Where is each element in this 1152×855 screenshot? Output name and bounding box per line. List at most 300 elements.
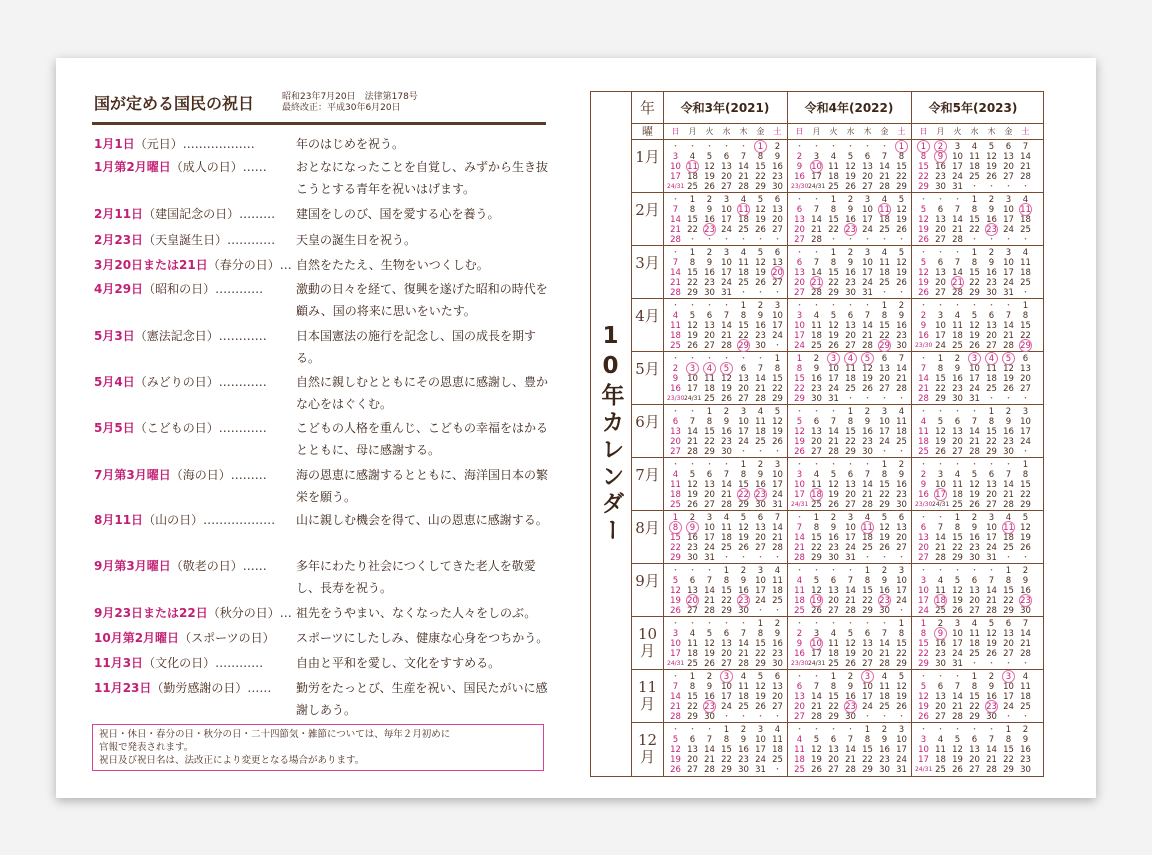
- calendar-day: 21: [670, 278, 681, 288]
- calendar-day: 5: [757, 672, 764, 682]
- calendar-day: 15: [811, 533, 822, 543]
- calendar-day: 25: [1020, 225, 1031, 235]
- calendar-day: 1: [689, 672, 696, 682]
- calendar-day: 5: [740, 513, 747, 523]
- calendar-day: 10: [721, 258, 732, 268]
- weekday-header: 月: [688, 126, 697, 136]
- calendar-day: ・: [897, 606, 906, 616]
- holiday-label: （憲法記念日）: [134, 329, 219, 343]
- calendar-day: 22: [969, 225, 980, 235]
- calendar-day: 24: [721, 278, 732, 288]
- calendar-day: 28: [952, 712, 963, 722]
- month-label: 3月: [635, 254, 660, 272]
- calendar-day: 20: [794, 702, 805, 712]
- calendar-day: ・: [919, 354, 928, 364]
- calendar-day: 16: [704, 268, 715, 278]
- calendar-day: 28: [918, 394, 929, 404]
- calendar-day: 7: [954, 258, 961, 268]
- calendar-day: 27: [721, 659, 732, 669]
- weekday-header: 金: [756, 126, 765, 136]
- calendar-day: 11: [738, 682, 749, 692]
- calendar-day: 2: [672, 364, 679, 374]
- holiday-dots: …………: [218, 329, 267, 343]
- calendar-day: 13: [772, 258, 783, 268]
- calendar-day: 9: [706, 682, 713, 692]
- calendar-day: 12: [918, 268, 929, 278]
- calendar-day: 28: [1003, 341, 1014, 351]
- calendar-day: 24: [1003, 225, 1014, 235]
- calendar-day: 12: [969, 321, 980, 331]
- calendar-day: 3: [920, 576, 927, 586]
- calendar-day: 2: [1022, 725, 1029, 735]
- calendar-day: 19: [862, 374, 873, 384]
- calendar-day: 2: [847, 195, 854, 205]
- calendar-day: 10: [772, 311, 783, 321]
- calendar-day: 6: [920, 523, 927, 533]
- calendar-day: 13: [845, 321, 856, 331]
- calendar-day: 15: [918, 639, 929, 649]
- calendar-day: 3: [1005, 248, 1012, 258]
- calendar-day: 3: [847, 513, 854, 523]
- calendar-day: 15: [755, 162, 766, 172]
- calendar-day: 29: [721, 765, 732, 775]
- calendar-day: ・: [722, 142, 731, 152]
- holiday-date: 7月第3月曜日: [94, 468, 171, 482]
- calendar-day: 21: [1003, 331, 1014, 341]
- calendar-day: 23: [952, 384, 963, 394]
- calendar-day: 9: [757, 311, 764, 321]
- calendar-day: 23: [752, 489, 769, 501]
- calendar-day: 30: [704, 288, 715, 298]
- holiday-description: 自然に親しむとともにその恩恵に感謝し、豊かな心をはぐくむ。: [296, 375, 549, 411]
- holiday-date: 2月23日: [94, 233, 144, 247]
- calendar-day: 18: [932, 595, 949, 607]
- calendar-day: ・: [919, 566, 928, 576]
- calendar-day: 16: [687, 533, 698, 543]
- calendar-day: ・: [987, 460, 996, 470]
- calendar-day: 29: [918, 659, 929, 669]
- calendar-day: 13: [1003, 629, 1014, 639]
- calendar-day: 4: [796, 735, 803, 745]
- calendar-day: ・: [936, 725, 945, 735]
- calendar-day: ・: [987, 659, 996, 669]
- month-label: 5月: [635, 360, 660, 378]
- calendar-day: 20: [918, 543, 929, 553]
- calendar-day: 24: [935, 341, 946, 351]
- calendar-day: 4: [774, 725, 781, 735]
- calendar-day: 25: [687, 182, 698, 192]
- calendar-day: 3: [684, 363, 701, 375]
- calendar-day: 18: [772, 745, 783, 755]
- calendar-day: 29: [755, 659, 766, 669]
- calendar-day: 9: [796, 162, 803, 172]
- calendar-day: 18: [738, 268, 749, 278]
- calendar-day: 22: [687, 225, 698, 235]
- calendar-day: 18: [896, 427, 907, 437]
- calendar-day: 19: [755, 692, 766, 702]
- calendar-day: 19: [952, 755, 963, 765]
- holidays-law-note: [282, 92, 418, 114]
- calendar-day: 2: [813, 354, 820, 364]
- calendar-day: 11: [738, 258, 749, 268]
- calendar-day: 1: [830, 195, 837, 205]
- calendar-day: 5: [1000, 353, 1017, 365]
- calendar-day: 15: [738, 321, 749, 331]
- holiday-dots: …………: [218, 421, 267, 435]
- calendar-day: 18: [952, 331, 963, 341]
- calendar-day: 14: [704, 745, 715, 755]
- calendar-day: 5: [706, 629, 713, 639]
- grid-vertical-line: [911, 92, 912, 776]
- calendar-day: 4: [842, 353, 859, 365]
- calendar-day: 7: [954, 682, 961, 692]
- calendar-day: 3: [796, 311, 803, 321]
- holidays-title-rule: [92, 122, 546, 125]
- calendar-day: 16: [755, 480, 766, 490]
- calendar-day: 21: [808, 277, 825, 289]
- calendar-day: 31: [755, 765, 766, 775]
- calendar-day: 30: [755, 500, 766, 510]
- calendar-day: 25: [1020, 702, 1031, 712]
- calendar-day: 27: [862, 659, 873, 669]
- calendar-day: 7: [723, 311, 730, 321]
- holiday-description: スポーツにしたしみ、健康な心身をつちかう。: [296, 631, 549, 645]
- calendar-day: ・: [795, 407, 804, 417]
- calendar-day: 20: [879, 374, 890, 384]
- calendar-day: 27: [969, 606, 980, 616]
- calendar-day: 31: [896, 765, 907, 775]
- calendar-day: 9: [932, 151, 949, 163]
- calendar-day: 24: [721, 702, 732, 712]
- calendar-day: 16: [721, 427, 732, 437]
- holiday-date: 5月4日: [94, 375, 135, 389]
- calendar-day: 16: [879, 586, 890, 596]
- calendar-day: 25: [772, 596, 783, 606]
- calendar-day: 16: [738, 745, 749, 755]
- weekday-header: 土: [773, 126, 782, 136]
- calendar-day: 9: [740, 576, 747, 586]
- calendar-day: 21: [845, 596, 856, 606]
- calendar-day: 1: [757, 619, 764, 629]
- calendar-day: 2: [757, 301, 764, 311]
- calendar-day: 30: [935, 182, 946, 192]
- calendar-day: 14: [1020, 152, 1031, 162]
- calendar-day: 28: [811, 288, 822, 298]
- calendar-day: 8: [723, 576, 730, 586]
- calendar-day: 9: [847, 682, 854, 692]
- calendar-day: 7: [813, 205, 820, 215]
- calendar-day: 4: [740, 248, 747, 258]
- weekday-header: 木: [739, 126, 748, 136]
- calendar-day: ・: [773, 288, 782, 298]
- calendar-day: 26: [738, 543, 749, 553]
- calendar-day: 16: [969, 533, 980, 543]
- calendar-day: ・: [829, 566, 838, 576]
- calendar-day: 24/31: [667, 660, 685, 667]
- calendar-day: 17: [918, 596, 929, 606]
- calendar-day: 12: [687, 321, 698, 331]
- calendar-day: 6: [864, 152, 871, 162]
- calendar-day: 28: [862, 500, 873, 510]
- calendar-day: ・: [846, 566, 855, 576]
- calendar-day: 6: [689, 576, 696, 586]
- calendar-day: 1: [723, 725, 730, 735]
- calendar-day: 1: [740, 460, 747, 470]
- calendar-day: 27: [862, 182, 873, 192]
- calendar-day: 27: [935, 288, 946, 298]
- calendar-day: ・: [880, 288, 889, 298]
- calendar-day: 9: [706, 205, 713, 215]
- calendar-day: 11: [859, 522, 876, 534]
- calendar-day: 21: [862, 490, 873, 500]
- year-header: 令和5年(2023): [928, 101, 1018, 115]
- calendar-day: 25: [811, 500, 822, 510]
- calendar-day: 5: [813, 576, 820, 586]
- calendar-day: ・: [671, 460, 680, 470]
- holiday-name: [94, 278, 290, 300]
- calendar-day: 13: [721, 639, 732, 649]
- calendar-day: 2: [988, 672, 995, 682]
- calendar-day: 9: [813, 364, 820, 374]
- calendar-day: 6: [847, 311, 854, 321]
- calendar-day: 10: [918, 745, 929, 755]
- calendar-day: 7: [672, 258, 679, 268]
- calendar-day: 8: [757, 152, 764, 162]
- calendar-day: 20: [794, 278, 805, 288]
- calendar-day: 19: [808, 595, 825, 607]
- calendar-day: ・: [846, 725, 855, 735]
- calendar-day: 2: [740, 725, 747, 735]
- holiday-description: 祖先をうやまい、なくなった人々をしのぶ。: [296, 606, 537, 620]
- calendar-day: 22: [969, 278, 980, 288]
- calendar-day: 15: [1020, 321, 1031, 331]
- calendar-day: 27: [755, 543, 766, 553]
- calendar-day: 4: [920, 417, 927, 427]
- calendar-day: 18: [845, 374, 856, 384]
- calendar-day: 15: [794, 374, 805, 384]
- calendar-day: ・: [722, 712, 731, 722]
- calendar-day: 25: [721, 543, 732, 553]
- calendar-day: ・: [953, 672, 962, 682]
- calendar-day: 30: [1020, 765, 1031, 775]
- calendar-day: 15: [952, 533, 963, 543]
- calendar-day: ・: [987, 566, 996, 576]
- calendar-day: 16: [670, 384, 681, 394]
- calendar-day: 9: [988, 682, 995, 692]
- calendar-day: 27: [828, 765, 839, 775]
- calendar-day: ・: [671, 619, 680, 629]
- calendar-day: 5: [706, 152, 713, 162]
- calendar-day: 19: [828, 331, 839, 341]
- month-label: 7月: [635, 466, 660, 484]
- calendar-day: ・: [688, 725, 697, 735]
- calendar-day: ・: [897, 447, 906, 457]
- calendar-day: 24: [918, 606, 929, 616]
- calendar-day: 21: [879, 172, 890, 182]
- calendar-day: 27: [845, 500, 856, 510]
- calendar-day: 1: [706, 407, 713, 417]
- calendar-day: 7: [774, 513, 781, 523]
- calendar-day: 6: [689, 735, 696, 745]
- calendar-day: ・: [919, 460, 928, 470]
- year-header: 令和4年(2022): [804, 101, 894, 115]
- calendar-day: 12: [704, 639, 715, 649]
- holiday-name: [94, 254, 290, 276]
- calendar-day: 28: [986, 765, 997, 775]
- calendar-day: 9: [988, 205, 995, 215]
- calendar-day: 10: [969, 364, 980, 374]
- calendar-day: 22: [704, 437, 715, 447]
- holiday-description: 山に親しむ機会を得て、山の恩恵に感謝する。: [296, 513, 548, 527]
- calendar-day: ・: [936, 407, 945, 417]
- calendar-day: 14: [969, 427, 980, 437]
- calendar-day: 3: [757, 566, 764, 576]
- calendar-day: 19: [986, 639, 997, 649]
- calendar-day: 12: [687, 480, 698, 490]
- calendar-day: 9: [920, 480, 927, 490]
- calendar-day: 11: [1000, 522, 1017, 534]
- calendar-day: 17: [704, 533, 715, 543]
- calendar-day: 14: [721, 480, 732, 490]
- calendar-day: 20: [896, 533, 907, 543]
- calendar-day: 10: [879, 417, 890, 427]
- calendar-day: 5: [954, 576, 961, 586]
- calendar-day: 10: [828, 364, 839, 374]
- calendar-day: 27: [794, 288, 805, 298]
- calendar-day: 11: [772, 576, 783, 586]
- calendar-day: ・: [846, 460, 855, 470]
- calendar-day: 28: [738, 659, 749, 669]
- calendar-day: 17: [772, 321, 783, 331]
- calendar-day: 22: [1003, 596, 1014, 606]
- calendar-day: 29: [896, 182, 907, 192]
- calendar-day: 20: [1003, 639, 1014, 649]
- calendar-day: 30: [879, 765, 890, 775]
- calendar-day: 26: [862, 384, 873, 394]
- month-label: 12月: [637, 731, 658, 766]
- calendar-day: 20: [1003, 162, 1014, 172]
- calendar-day: 22: [845, 437, 856, 447]
- calendar-day: 6: [1022, 354, 1029, 364]
- calendar-day: ・: [722, 619, 731, 629]
- calendar-day: 11: [879, 682, 890, 692]
- calendar-title-text: 10年カレンダー: [597, 323, 624, 545]
- calendar-day: 2: [988, 195, 995, 205]
- calendar-day: 6: [971, 735, 978, 745]
- calendar-day: ・: [953, 460, 962, 470]
- calendar-day: ・: [953, 195, 962, 205]
- calendar-day: 4: [672, 311, 679, 321]
- calendar-day: 10: [794, 480, 805, 490]
- holiday-name: [94, 652, 290, 674]
- calendar-day: ・: [970, 460, 979, 470]
- holiday-date: 11月3日: [94, 656, 144, 670]
- calendar-day: 12: [755, 205, 766, 215]
- calendar-day: 21: [755, 384, 766, 394]
- calendar-day: 15: [687, 268, 698, 278]
- calendar-day: 2: [1022, 566, 1029, 576]
- calendar-day: 18: [935, 755, 946, 765]
- calendar-day: ・: [688, 354, 697, 364]
- calendar-day: 7: [1022, 142, 1029, 152]
- holiday-name: [94, 203, 290, 225]
- calendar-day: 1: [971, 195, 978, 205]
- calendar-day: 22: [794, 384, 805, 394]
- calendar-day: 6: [937, 258, 944, 268]
- calendar-day: ・: [773, 235, 782, 245]
- calendar-day: 31: [845, 553, 856, 563]
- calendar-day: 2: [881, 566, 888, 576]
- calendar-day: 28: [969, 447, 980, 457]
- calendar-day: 20: [1020, 374, 1031, 384]
- calendar-day: ・: [987, 235, 996, 245]
- calendar-day: 29: [862, 765, 873, 775]
- calendar-day: 3: [1000, 671, 1017, 683]
- calendar-day: ・: [756, 235, 765, 245]
- calendar-day: 2: [796, 629, 803, 639]
- calendar-day: 6: [796, 205, 803, 215]
- calendar-day: 17: [794, 331, 805, 341]
- calendar-day: 1: [864, 725, 871, 735]
- calendar-day: ・: [897, 553, 906, 563]
- calendar-day: 2: [706, 195, 713, 205]
- calendar-day: 21: [1003, 490, 1014, 500]
- calendar-day: 27: [794, 712, 805, 722]
- calendar-day: 23/30: [791, 183, 809, 190]
- calendar-day: ・: [863, 619, 872, 629]
- calendar-day: 5: [689, 470, 696, 480]
- calendar-day: 24: [755, 755, 766, 765]
- holiday-date: 11月23日: [94, 681, 152, 695]
- calendar-day: 8: [1022, 470, 1029, 480]
- calendar-day: 14: [879, 639, 890, 649]
- calendar-day: 15: [738, 480, 749, 490]
- calendar-day: 27: [794, 235, 805, 245]
- calendar-day: 24/31: [667, 183, 685, 190]
- calendar-day: 24: [1003, 278, 1014, 288]
- calendar-day: 8: [774, 364, 781, 374]
- calendar-day: 29: [735, 340, 752, 352]
- calendar-day: 2: [971, 513, 978, 523]
- calendar-day: ・: [739, 235, 748, 245]
- calendar-day: ・: [953, 248, 962, 258]
- calendar-day: 16: [704, 692, 715, 702]
- calendar-day: 6: [954, 417, 961, 427]
- calendar-day: 11: [952, 480, 963, 490]
- holiday-name: [94, 133, 290, 155]
- calendar-day: 20: [755, 533, 766, 543]
- footnote-line-1: 祝日・休日・春分の日・秋分の日・二十四節気・雑節については、毎年２月初めに: [99, 729, 451, 740]
- holiday-dots: …………: [218, 375, 267, 389]
- holiday-label: （秋分の日）: [207, 606, 280, 620]
- calendar-day: 18: [1020, 215, 1031, 225]
- calendar-day: 19: [896, 268, 907, 278]
- calendar-day: 8: [757, 629, 764, 639]
- calendar-day: 12: [896, 682, 907, 692]
- calendar-day: 23: [842, 224, 859, 236]
- calendar-day: ・: [688, 566, 697, 576]
- calendar-day: 19: [896, 692, 907, 702]
- calendar-day: 20: [738, 384, 749, 394]
- calendar-day: 22: [862, 755, 873, 765]
- calendar-day: 25: [845, 384, 856, 394]
- calendar-day: 12: [986, 152, 997, 162]
- weekday-column-header: 曜: [642, 125, 653, 138]
- calendar-day: 23: [935, 649, 946, 659]
- holiday-description: 勤労をたっとび、生産を祝い、国民たがいに感謝しあう。: [296, 681, 548, 717]
- calendar-day: ・: [671, 142, 680, 152]
- calendar-day: 25: [986, 384, 997, 394]
